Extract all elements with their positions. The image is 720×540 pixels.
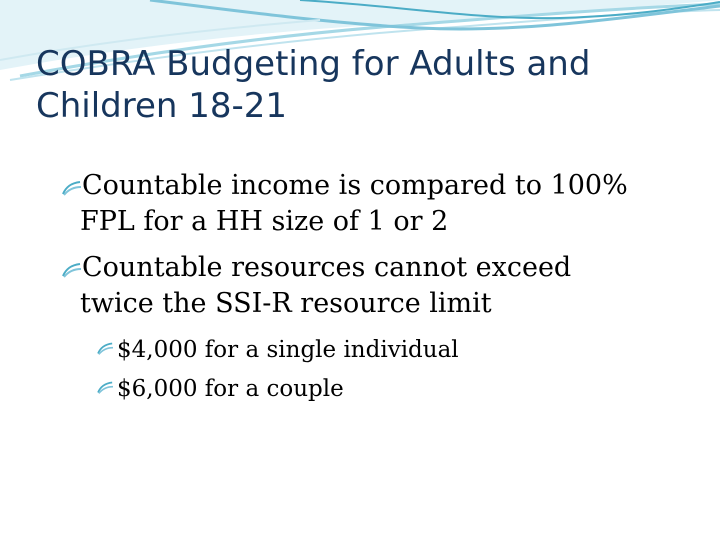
- bullet-income: [82, 168, 682, 240]
- sub-bullet-couple: $6,000 for a couple: [117, 376, 344, 402]
- bullet-income-line-1: Countable income is compared to 100%: [82, 170, 628, 201]
- bullet-resources-line-2: twice the SSI-R resource limit: [80, 288, 492, 319]
- wave-bullet-icon: [62, 179, 82, 197]
- bullet-income-line-2: FPL for a HH size of 1 or 2: [80, 206, 449, 237]
- slide-title: [36, 43, 696, 127]
- bullet-resources-line-1: Countable resources cannot exceed: [82, 252, 572, 283]
- slide-title-line-2: Children 18-21: [36, 86, 288, 126]
- wave-bullet-icon: [97, 380, 114, 395]
- wave-bullet-icon: [62, 261, 82, 279]
- wave-bullet-icon: [97, 341, 114, 356]
- sub-bullet-single: $4,000 for a single individual: [117, 337, 459, 363]
- bullet-resources: [82, 250, 682, 322]
- slide-title-line-1: COBRA Budgeting for Adults and: [36, 44, 591, 84]
